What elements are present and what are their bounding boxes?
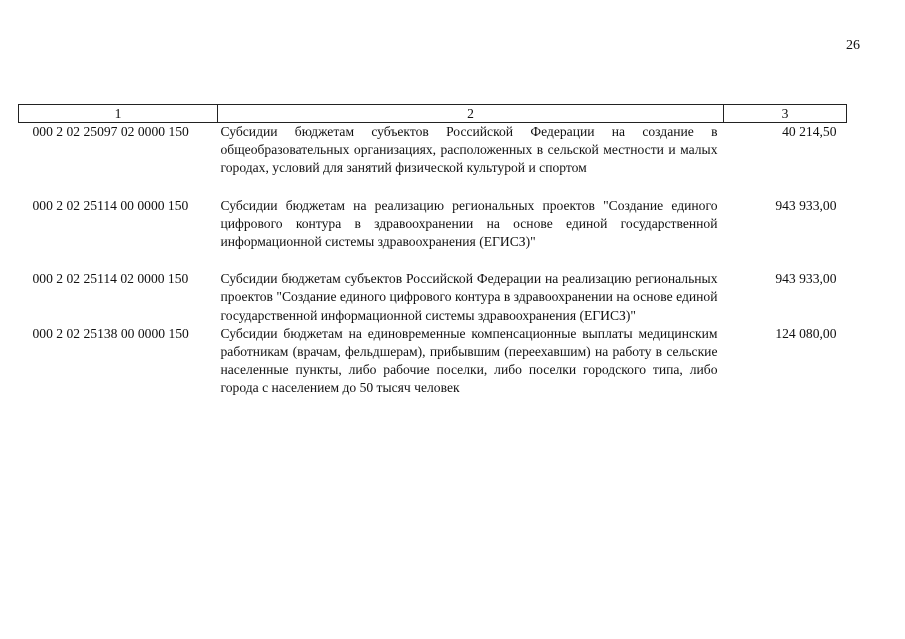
header-row — [19, 105, 847, 123]
row-description: Субсидии бюджетам на реализацию региональных проектов "Создание единого цифрового контура в здравоохранении на основе единой государственной информационной системы здравоохранения (ЕГИСЗ)" — [220, 197, 718, 250]
classification-code: 000 2 02 25138 00 0000 150 — [32, 325, 189, 341]
column-header-2: 2 — [218, 105, 724, 123]
table-row — [19, 123, 847, 197]
row-amount: 124 080,00 — [775, 325, 837, 341]
row-description: Субсидии бюджетам на единовременные компенсационные выплаты медицинским работникам (врачам, фельдшерам), прибывшим (переехавшим) на работу в сельские населенные пункты, либо рабочие поселки, либо поселки городского типа, либо города с населением до 50 тысяч человек — [220, 325, 718, 396]
column-header-3: 3 — [724, 105, 847, 123]
table-row — [19, 325, 847, 398]
row-amount: 40 214,50 — [782, 124, 837, 139]
table-row — [19, 197, 847, 271]
column-header-1: 1 — [19, 105, 218, 123]
table-header — [19, 105, 847, 123]
table-row — [19, 270, 847, 325]
budget-table — [18, 104, 847, 398]
page-number: 26 — [846, 38, 860, 53]
row-description: Субсидии бюджетам субъектов Российской Федерации на создание в общеобразовательных организациях, расположенных в сельской местности и малых городах, условий для занятий физической культурой и спортом — [220, 124, 718, 176]
classification-code: 000 2 02 25114 02 0000 150 — [32, 271, 189, 287]
row-amount: 943 933,00 — [775, 197, 837, 213]
row-amount: 943 933,00 — [775, 271, 837, 287]
classification-code: 000 2 02 25097 02 0000 150 — [32, 124, 189, 139]
classification-code: 000 2 02 25114 00 0000 150 — [32, 197, 189, 213]
table-body — [19, 123, 847, 398]
row-description: Субсидии бюджетам субъектов Российской Федерации на реализацию региональных проектов "Создание единого цифрового контура в здравоохранении на основе единой государственной информационной системы здравоохранения (ЕГИСЗ)" — [220, 271, 718, 323]
